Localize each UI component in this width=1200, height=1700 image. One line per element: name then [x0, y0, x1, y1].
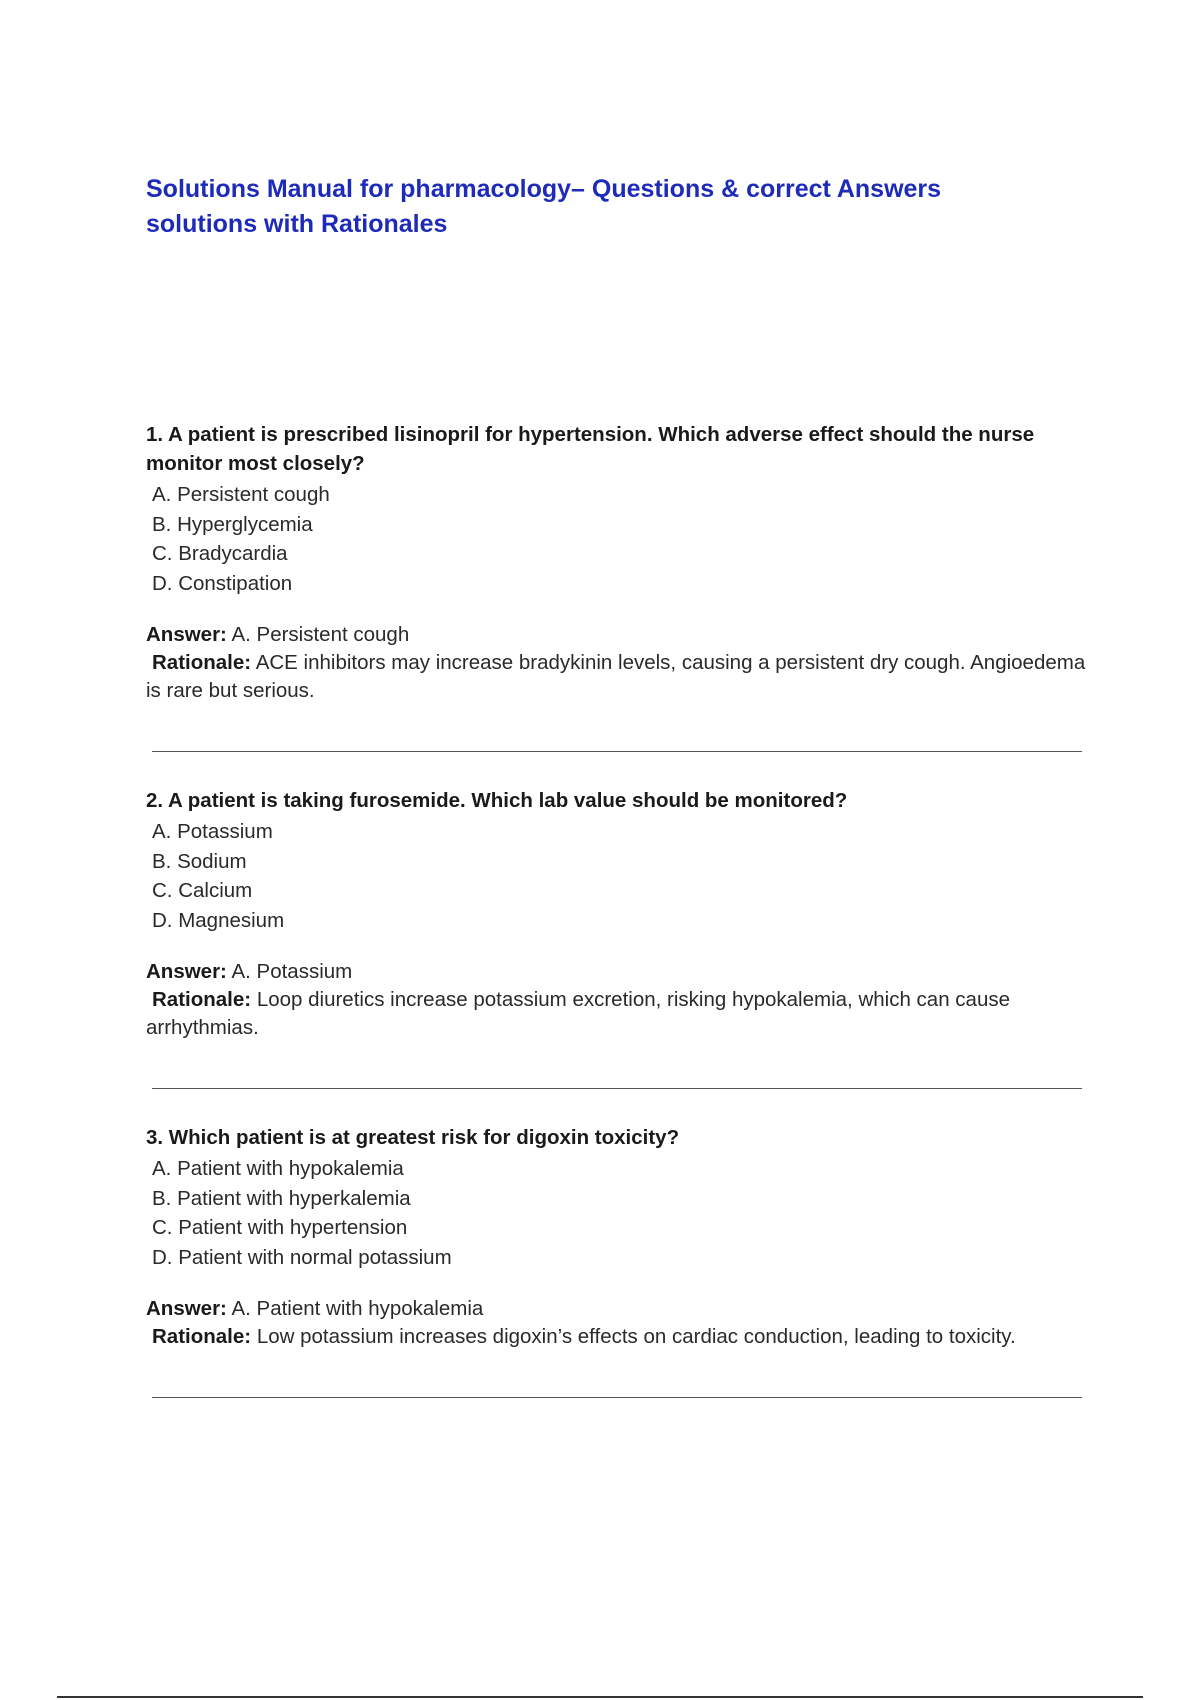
- option-d: D. Patient with normal potassium: [152, 1245, 452, 1269]
- answer-line: [146, 1294, 1096, 1323]
- section-divider: [152, 1088, 1082, 1089]
- option-c: C. Calcium: [152, 879, 253, 902]
- section-divider: [152, 751, 1082, 752]
- option-b: B. Sodium: [152, 849, 247, 873]
- rationale-line: [146, 649, 1096, 705]
- options-list: [146, 817, 1096, 935]
- option-b: B. Patient with hyperkalemia: [152, 1186, 411, 1210]
- answer-label: Answer:: [146, 1297, 227, 1320]
- rationale-text: Loop diuretics increase potassium excretion, risking hypokalemia, which can cause arrhythmias.: [146, 988, 1010, 1039]
- answer-line: [146, 957, 1096, 986]
- answer-label: Answer:: [146, 623, 227, 646]
- option-a: A. Persistent cough: [152, 483, 330, 506]
- option-c: C. Bradycardia: [152, 542, 288, 565]
- rationale-label: Rationale:: [152, 988, 252, 1011]
- option-a: A. Potassium: [152, 820, 273, 843]
- question-prompt: 2. A patient is taking furosemide. Which lab value should be monitored?: [146, 789, 848, 812]
- options-list: [146, 480, 1096, 598]
- option-a: A. Patient with hypokalemia: [152, 1157, 404, 1180]
- rationale-line: [146, 986, 1096, 1042]
- option-c: C. Patient with hypertension: [152, 1216, 408, 1239]
- question-prompt: 1. A patient is prescribed lisinopril for hypertension. Which adverse effect should the nurse monitor most closely?: [146, 423, 1035, 475]
- document-title: Solutions Manual for pharmacology– Questions & correct Answers solutions with Rationales: [146, 175, 942, 238]
- question-3: [146, 1123, 1096, 1351]
- rationale-text: Low potassium increases digoxin’s effects on cardiac conduction, leading to toxicity.: [256, 1325, 1016, 1348]
- option-d: D. Constipation: [152, 571, 293, 595]
- option-b: B. Hyperglycemia: [152, 512, 313, 536]
- rationale-label: Rationale:: [152, 651, 252, 674]
- answer-value: A. Patient with hypokalemia: [231, 1297, 484, 1320]
- rationale-line: [146, 1323, 1096, 1351]
- answer-label: Answer:: [146, 960, 227, 983]
- rationale-label: Rationale:: [152, 1325, 252, 1348]
- option-d: D. Magnesium: [152, 908, 285, 932]
- options-list: [146, 1154, 1096, 1272]
- answer-value: A. Potassium: [231, 960, 353, 983]
- answer-line: [146, 620, 1096, 649]
- question-2: [146, 786, 1096, 1042]
- footer-rule: [57, 1696, 1143, 1698]
- section-divider: [152, 1397, 1082, 1398]
- question-1: [146, 420, 1096, 705]
- question-prompt: 3. Which patient is at greatest risk for digoxin toxicity?: [146, 1126, 680, 1149]
- answer-value: A. Persistent cough: [231, 623, 410, 646]
- rationale-text: ACE inhibitors may increase bradykinin levels, causing a persistent dry cough. Angioedema is rare but serious.: [146, 651, 1086, 702]
